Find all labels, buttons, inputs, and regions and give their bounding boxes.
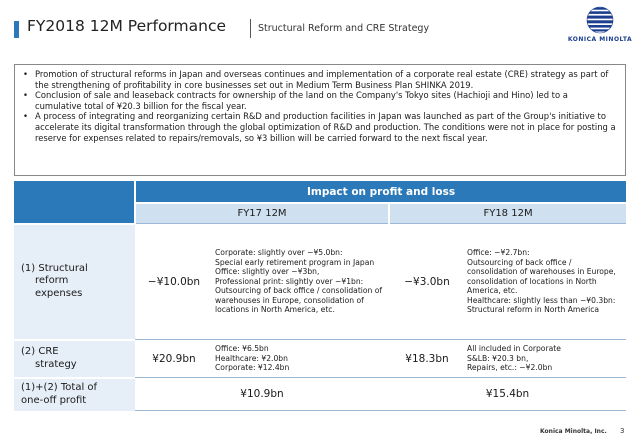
detail-text: Corporate: slightly over −¥5.0bn: Special early retirement program in Japan Office: slightly over −¥3bn, Professional print: slightly over −¥1bn: Outsourcing of back office / consolidation of warehouses in Europe, consolidation of locations in North America, etc. <box>215 247 383 315</box>
fy18-structural-value: −¥3.0bn <box>389 224 465 340</box>
globe-logo-icon <box>586 6 614 34</box>
detail-text: All included in Corporate S&LB: ¥20.3 bn, Repairs, etc.: −¥2.0bn <box>467 344 561 373</box>
page-title: FY2018 12M Performance <box>27 17 227 35</box>
fy17-structural-value: −¥10.0bn <box>135 224 213 340</box>
fy18-structural-detail <box>465 224 626 340</box>
summary-text: Promotion of structural reforms in Japan and overseas continues and implementation of a corporate real estate (CRE) strategy as part of the strengthening of profitability in core businesses set out in Medium Term Business Plan SHINKA 2019. <box>35 69 609 90</box>
bullet-icon: • <box>23 90 28 101</box>
summary-text: A process of integrating and reorganizing certain R&D and production facilities in Japan was launched as part of the Group's initiative to accelerate its digital transformation through the global optimization of R&D and production. The conditions were not in place for posting a reserve for expenses related to repairs/removals, so ¥3 billion will be carried forward to the next fiscal year. <box>35 111 616 143</box>
fy18-cre-detail <box>465 340 626 378</box>
row-label-line: (1)+(2) Total of <box>21 382 98 393</box>
page-number: 3 <box>620 427 625 435</box>
performance-table <box>14 181 626 411</box>
column-header-fy18: FY18 12M <box>389 203 626 224</box>
row-label-line: (2) CRE <box>21 346 59 357</box>
summary-box <box>14 64 626 176</box>
fy17-cre-detail <box>213 340 389 378</box>
row-label-line: reform <box>35 275 69 287</box>
summary-text: Conclusion of sale and leaseback contracts for ownership of the land on the Company's Tokyo sites (Hachioji and Hino) led to a cumulative total of ¥20.3 billion for the fiscal year. <box>35 90 568 111</box>
summary-list <box>21 69 617 143</box>
company-logo <box>566 6 634 48</box>
slide-header <box>0 0 640 52</box>
row-label-line: strategy <box>35 358 77 370</box>
row-label-line: expenses <box>35 287 83 299</box>
detail-text: Office: −¥2.7bn: Outsourcing of back office / consolidation of warehouses in Europe, consolidation of locations in North America, etc. Healthcare: slightly less than −¥0.3bn: Structural reform in North America <box>467 247 616 315</box>
title-separator <box>250 19 251 38</box>
row-label-cre-strategy <box>14 340 135 378</box>
bullet-icon: • <box>23 111 28 122</box>
bullet-icon: • <box>23 69 28 79</box>
page-subtitle: Structural Reform and CRE Strategy <box>258 23 430 34</box>
column-header-fy17: FY17 12M <box>135 203 389 224</box>
summary-bullet <box>21 69 617 90</box>
summary-bullet <box>21 90 617 111</box>
fy17-cre-value: ¥20.9bn <box>135 340 213 378</box>
title-accent-bar <box>14 21 19 38</box>
table-header-main: Impact on profit and loss <box>135 181 626 203</box>
logo-text: KONICA MINOLTA <box>567 36 633 43</box>
fy18-total-value: ¥15.4bn <box>389 378 626 411</box>
fy18-cre-value: ¥18.3bn <box>389 340 465 378</box>
footer-brand: Konica Minolta, Inc. <box>540 428 607 435</box>
row-label-line: one-off profit <box>21 394 87 406</box>
row-label-total <box>14 378 135 411</box>
summary-bullet <box>21 111 617 143</box>
fy17-total-value: ¥10.9bn <box>135 378 389 411</box>
fy17-structural-detail <box>213 224 389 340</box>
row-label-line: (1) Structural <box>21 262 88 274</box>
row-label-structural-reform <box>14 224 135 340</box>
table-corner <box>14 181 135 224</box>
detail-text: Office: ¥6.5bn Healthcare: ¥2.0bn Corporate: ¥12.4bn <box>215 344 290 373</box>
